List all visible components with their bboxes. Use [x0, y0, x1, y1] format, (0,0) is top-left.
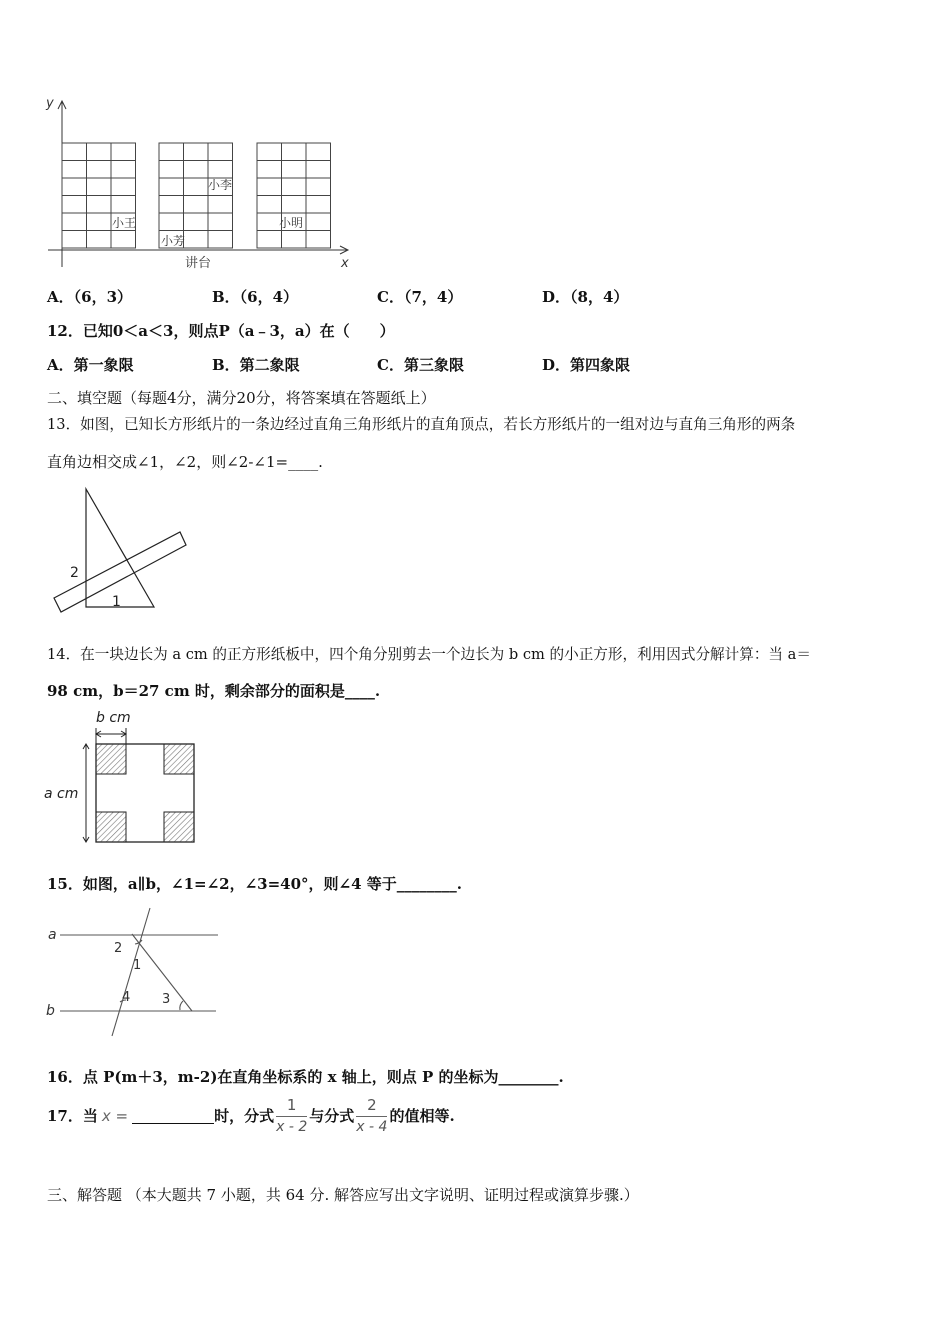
q12-option-a: A．第一象限 [47, 356, 134, 374]
seat-cell [159, 143, 184, 161]
seat-cell [306, 231, 331, 249]
name-xiaoming: 小明 [279, 216, 304, 230]
seat-cell [257, 213, 282, 231]
seat-cell [306, 143, 331, 161]
seat-cell [282, 178, 307, 196]
q15-angle4-label: 4 [122, 990, 131, 1005]
q14-b-label: b cm [96, 710, 131, 726]
q12-option-c: C．第三象限 [377, 356, 464, 374]
seat-cell [111, 196, 136, 214]
podium-label: 讲台 [185, 256, 212, 271]
q13-line1: 13．如图，已知长方形纸片的一条边经过直角三角形纸片的直角顶点，若长方形纸片的一组对边与直角三角形的两条 [47, 416, 796, 433]
name-xiaoli: 小李 [208, 178, 233, 192]
seat-cell [87, 178, 112, 196]
seat-cell [306, 178, 331, 196]
q12-stem: 12．已知0＜a＜3，则点P（a﹣3，a）在（ ） [47, 322, 395, 340]
q13-angle2-label: 2 [70, 565, 79, 581]
q17-suffix: 的值相等. [389, 1107, 455, 1125]
seat-cell [208, 231, 233, 249]
q13-angle1-label: 1 [112, 594, 121, 610]
seat-cell [159, 196, 184, 214]
seat-cell [184, 161, 209, 179]
seat-cell [208, 161, 233, 179]
seat-cell [111, 178, 136, 196]
seat-cell [184, 213, 209, 231]
section2-heading: 二、填空题（每题4分，满分20分，将答案填在答题纸上） [47, 389, 436, 407]
seat-cell [184, 143, 209, 161]
seat-cell [62, 161, 87, 179]
name-xiaofang: 小芳 [161, 234, 186, 248]
seat-cell [208, 196, 233, 214]
y-axis-label: y [46, 96, 54, 111]
seat-cell [62, 143, 87, 161]
seat-cell [87, 231, 112, 249]
seat-cell [257, 143, 282, 161]
q17-mid2: 与分式 [309, 1107, 355, 1125]
q14-line2: 98 cm，b＝27 cm 时，剩余部分的面积是____. [47, 682, 381, 700]
seat-cell [87, 161, 112, 179]
q11-option-b: B．（6，4） [212, 288, 299, 306]
seat-cell [62, 231, 87, 249]
seat-cell [111, 161, 136, 179]
q15-line-a-label: a [48, 927, 57, 943]
q17-frac1-num: 1 [276, 1096, 307, 1117]
seat-cell [282, 196, 307, 214]
q13-figure [48, 485, 193, 625]
q17-row [47, 1096, 455, 1135]
q17-answer-blank [132, 1123, 214, 1124]
q15-text: 15．如图，a∥b，∠1=∠2，∠3=40°，则∠4 等于________. [47, 875, 462, 893]
seat-cell [184, 178, 209, 196]
q17-fraction-1 [276, 1096, 307, 1135]
q17-prefix: 17．当 [47, 1107, 98, 1125]
q15-line-b-label: b [46, 1003, 55, 1019]
seat-cell [159, 213, 184, 231]
q14-line1: 14．在一块边长为 a cm 的正方形纸板中，四个角分别剪去一个边长为 b cm 的小正方形，利用因式分解计算：当 a＝ [47, 646, 811, 663]
name-xiaowang: 小王 [112, 216, 137, 230]
seat-cell [306, 161, 331, 179]
q15-figure [42, 900, 222, 1040]
seat-cell [306, 213, 331, 231]
seat-cell [87, 143, 112, 161]
seat-cell [257, 178, 282, 196]
q15-angle1-label: 1 [133, 958, 142, 973]
seat-cell [257, 231, 282, 249]
x-axis-label: x [341, 256, 349, 271]
seat-cell [159, 178, 184, 196]
seat-cell [184, 231, 209, 249]
q14-a-label: a cm [44, 786, 79, 802]
seat-cell [62, 213, 87, 231]
seat-cell [282, 161, 307, 179]
q17-frac2-num: 2 [356, 1096, 387, 1117]
q11-option-d: D．（8，4） [542, 288, 629, 306]
seat-cell [111, 231, 136, 249]
seat-cell [257, 161, 282, 179]
q17-fraction-2 [356, 1096, 387, 1135]
q16-text: 16．点 P(m＋3，m-2)在直角坐标系的 x 轴上，则点 P 的坐标为________. [47, 1068, 564, 1086]
q15-angle2-label: 2 [114, 941, 123, 956]
q14-figure [40, 704, 210, 852]
seat-cell [159, 161, 184, 179]
q11-option-a: A．（6，3） [47, 288, 133, 306]
q17-mid1: 时，分式 [214, 1107, 275, 1125]
q12-option-b: B．第二象限 [212, 356, 300, 374]
q15-angle3-label: 3 [162, 992, 171, 1007]
q11-option-c: C．（7，4） [377, 288, 463, 306]
seat-cell [87, 213, 112, 231]
seat-cell [306, 196, 331, 214]
seat-cell [111, 143, 136, 161]
seat-grid-figure [40, 95, 360, 275]
section3-heading: 三、解答题 （本大题共 7 小题，共 64 分. 解答应写出文字说明、证明过程或演算步骤.） [47, 1186, 639, 1204]
seat-cell [184, 196, 209, 214]
seat-cell [208, 213, 233, 231]
seat-cell [208, 143, 233, 161]
seat-cell [62, 178, 87, 196]
seat-cell [282, 231, 307, 249]
q17-frac1-den: x - 2 [276, 1119, 308, 1135]
seat-cell [62, 196, 87, 214]
q13-line2: 直角边相交成∠1，∠2，则∠2-∠1=____. [47, 453, 323, 471]
seat-cell [87, 196, 112, 214]
seat-cell [257, 196, 282, 214]
q17-frac2-den: x - 4 [356, 1119, 388, 1135]
q17-var: x = [101, 1106, 129, 1125]
q12-option-d: D．第四象限 [542, 356, 631, 374]
seat-cell [282, 143, 307, 161]
